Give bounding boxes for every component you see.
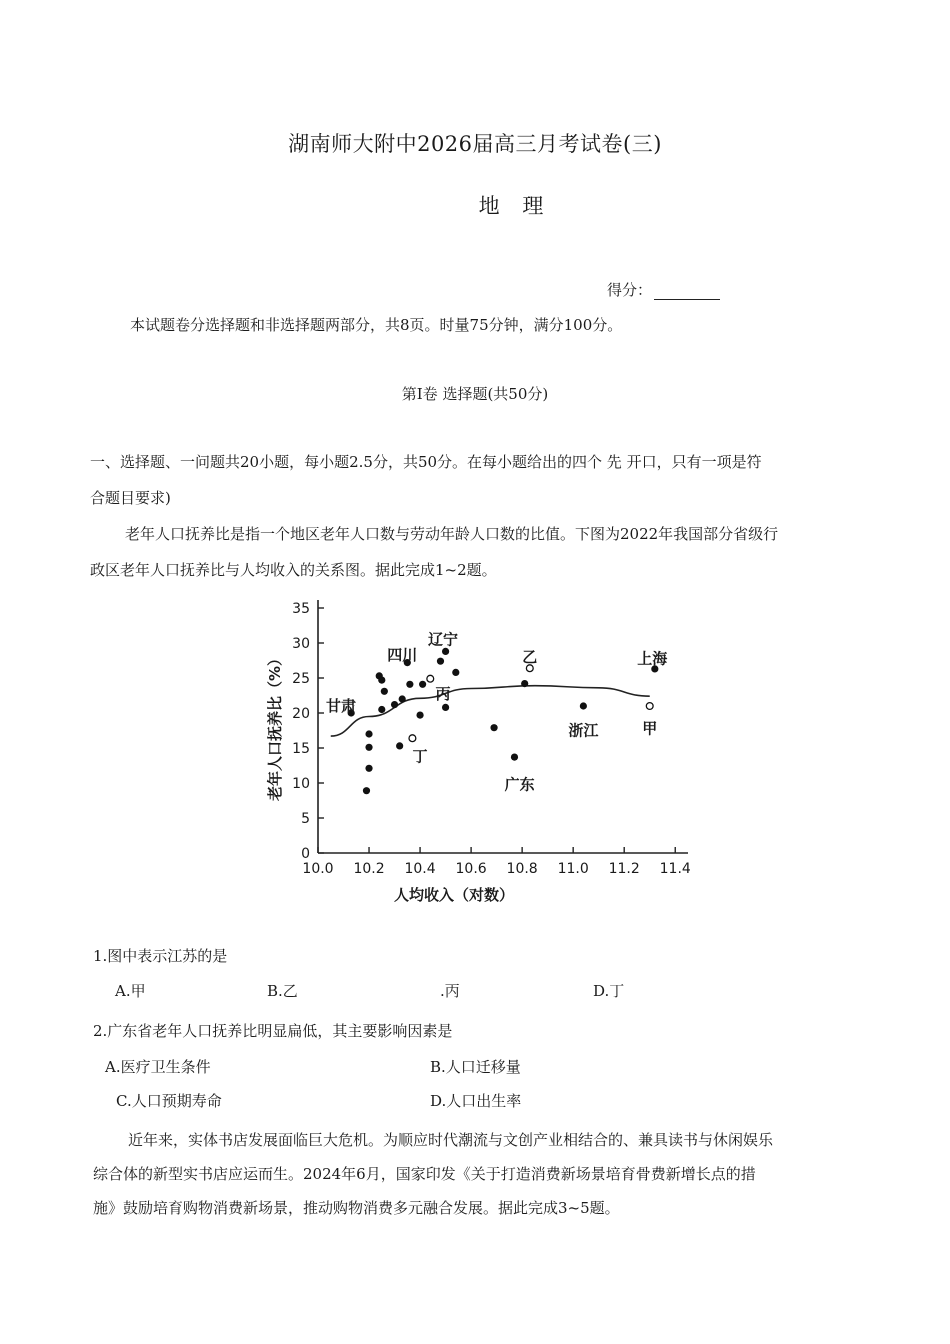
- score-field[interactable]: [607, 279, 720, 300]
- x-tick-label: 10.4: [404, 861, 436, 877]
- score-label: 得分：: [607, 281, 653, 299]
- y-tick-label: 0: [301, 846, 310, 862]
- data-point: [365, 765, 372, 772]
- x-tick-label: 10.2: [353, 861, 385, 877]
- x-tick-label: 11.0: [557, 861, 589, 877]
- axes-layer: [292, 600, 691, 877]
- point-label: 上海: [637, 649, 668, 668]
- data-point: [416, 712, 423, 719]
- y-tick-label: 30: [292, 636, 310, 652]
- data-point: [363, 787, 370, 794]
- x-tick-label: 10.0: [302, 861, 334, 877]
- point-label: 丁: [412, 747, 428, 766]
- data-point: [442, 648, 449, 655]
- x-tick-label: 10.8: [506, 861, 538, 877]
- data-point: [406, 681, 413, 688]
- exam-title: 湖南师大附中2026届高三月考试卷(三): [288, 132, 662, 156]
- point-label: 甲: [642, 719, 658, 738]
- points-layer: [348, 645, 659, 795]
- data-point: [442, 704, 449, 711]
- intro-text: 本试题卷分选择题和非选择题两部分，共8页。时量75分钟，满分100分。: [130, 316, 623, 334]
- data-point: [490, 724, 497, 731]
- data-point: [396, 742, 403, 749]
- q2-option-b[interactable]: B.人口迁移量: [430, 1058, 521, 1076]
- data-point: [381, 688, 388, 695]
- passage1-line2: 政区老年人口抚养比与人均收入的关系图。据此完成1~2题。: [90, 561, 497, 579]
- y-tick-label: 10: [292, 776, 310, 792]
- data-point: [452, 669, 459, 676]
- x-tick-label: 11.4: [659, 861, 691, 877]
- data-point: [437, 658, 444, 665]
- instructions-line1: 一、选择题、一问题共20小题，每小题2.5分，共50分。在每小题给出的四个 先 开口，只有一项是符: [90, 453, 762, 471]
- data-point: [580, 702, 587, 709]
- score-blank[interactable]: [654, 285, 720, 300]
- passage2-line3: 施》鼓励培育购物消费新场景，推动购物消费多元融合发展。据此完成3~5题。: [93, 1199, 620, 1217]
- data-point: [378, 706, 385, 713]
- labels-layer: [326, 631, 668, 794]
- data-point: [511, 754, 518, 761]
- data-point: [419, 681, 426, 688]
- y-tick-label: 15: [292, 741, 310, 757]
- data-point: [391, 701, 398, 708]
- point-label: 辽宁: [428, 630, 459, 649]
- data-point: [399, 695, 406, 702]
- y-tick-label: 35: [292, 601, 310, 617]
- instructions-line2: 合题目要求): [90, 489, 171, 507]
- q1-option-c[interactable]: .丙: [440, 982, 460, 1000]
- point-label: 广东: [504, 775, 535, 794]
- data-point: [365, 730, 372, 737]
- q2-option-a[interactable]: A.医疗卫生条件: [105, 1058, 211, 1076]
- y-tick-label: 5: [301, 811, 310, 827]
- open-data-point: [427, 675, 434, 682]
- subject-title: 地 理: [478, 194, 552, 218]
- x-axis-title: 人均收入（对数）: [393, 886, 515, 904]
- y-axis-title: 老年人口抚养比（%）: [266, 650, 284, 802]
- q2-option-d[interactable]: D.人口出生率: [430, 1092, 522, 1110]
- point-label: 浙江: [568, 721, 599, 740]
- q1-stem: 1.图中表示江苏的是: [93, 947, 228, 965]
- scatter-chart: [248, 592, 708, 914]
- x-tick-label: 11.2: [608, 861, 640, 877]
- point-label: 四川: [387, 645, 418, 664]
- data-point: [521, 680, 528, 687]
- passage2-line1: 近年来，实体书店发展面临巨大危机。为顺应时代潮流与文创产业相结合的、兼具读书与休闲娱乐: [128, 1131, 774, 1149]
- open-data-point: [646, 703, 653, 710]
- data-point: [378, 677, 385, 684]
- passage2-line2: 综合体的新型实书店应运而生。2024年6月，国家印发《关于打造消费新场景培育骨费新增长点的措: [93, 1165, 756, 1183]
- section-title: 第Ⅰ卷 选择题(共50分): [401, 385, 549, 403]
- point-label: 甘肃: [325, 697, 356, 715]
- point-label: 丙: [435, 685, 451, 704]
- point-label: 乙: [522, 648, 538, 666]
- open-data-point: [409, 735, 416, 742]
- x-tick-label: 10.6: [455, 861, 487, 877]
- q1-option-d[interactable]: D.丁: [593, 982, 625, 1000]
- passage1-line1: 老年人口抚养比是指一个地区老年人口数与劳动年龄人口数的比值。下图为2022年我国部分省级行: [125, 525, 779, 543]
- data-point: [365, 744, 372, 751]
- q1-option-a[interactable]: A.甲: [115, 982, 146, 1000]
- q2-option-c[interactable]: C.人口预期寿命: [116, 1092, 222, 1110]
- q2-stem: 2.广东省老年人口抚养比明显扁低，其主要影响因素是: [93, 1022, 453, 1040]
- q1-option-b[interactable]: B.乙: [267, 982, 298, 1000]
- y-tick-label: 20: [292, 706, 310, 722]
- y-tick-label: 25: [292, 671, 310, 687]
